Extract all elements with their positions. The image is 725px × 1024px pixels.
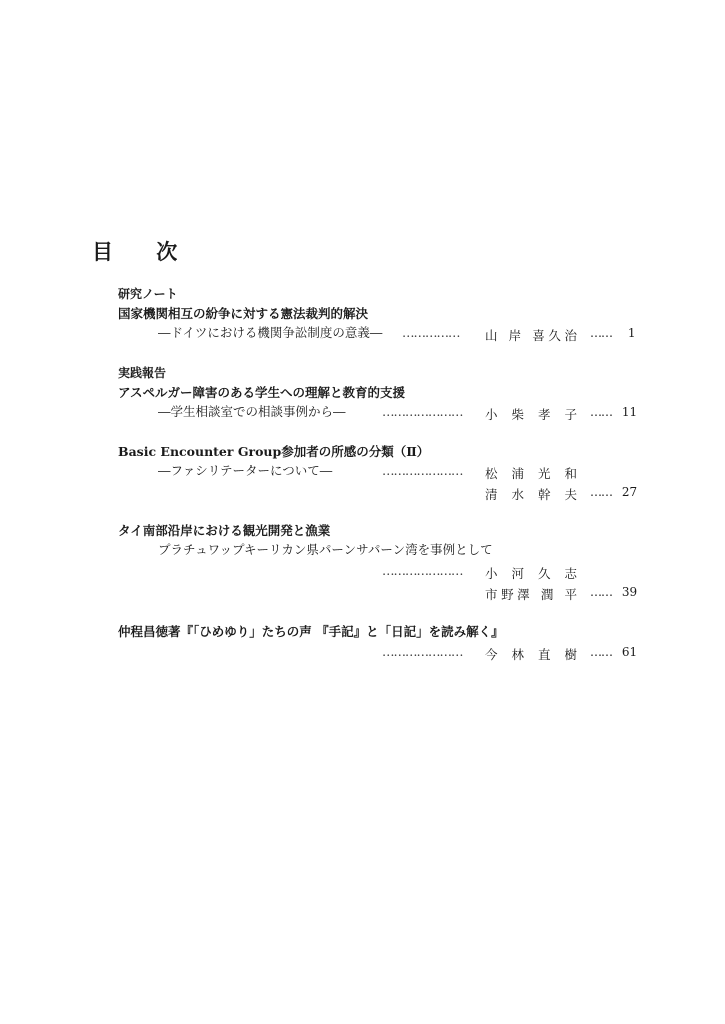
entry-author: 松 浦 光 和 — [485, 466, 577, 481]
entry-title[interactable]: Basic Encounter Group参加者の所感の分類（Ⅱ） — [118, 444, 430, 459]
page-number: 27 — [621, 485, 638, 499]
page-leader: …… — [590, 585, 612, 599]
entry-subtitle: ―ファシリテーターについて― — [158, 463, 333, 478]
entry-page-ref — [590, 326, 635, 340]
entry-author: 清 水 幹 夫 — [485, 487, 577, 502]
entry-author: 小 柴 孝 子 — [485, 407, 577, 422]
dot-leader: …………… — [402, 325, 460, 340]
entry-title[interactable]: タイ南部沿岸における観光開発と漁業 — [118, 523, 331, 538]
entry-author: 小 河 久 志 — [485, 566, 577, 581]
entry-title[interactable]: アスペルガー障害のある学生への理解と教育的支援 — [118, 385, 406, 400]
page-number: 11 — [621, 405, 638, 419]
dot-leader: ………………… — [382, 463, 463, 478]
entry-title[interactable]: 仲程昌徳著『「ひめゆり」たちの声 『手記』と「日記」を読み解く』 — [118, 624, 504, 639]
section-heading-research-note: 研究ノート — [118, 287, 178, 301]
entry-author: 山 岸 喜久治 — [485, 328, 577, 343]
page-number: 39 — [621, 585, 638, 599]
dot-leader: ………………… — [382, 404, 463, 419]
entry-author: 市野澤 潤 平 — [485, 587, 577, 602]
page-number: 1 — [627, 326, 636, 340]
page-number: 61 — [621, 645, 638, 659]
entry-subtitle: プラチュワップキーリカン県パーンサパーン湾を事例として — [158, 542, 493, 557]
page-leader: …… — [590, 405, 612, 419]
page-leader: …… — [590, 326, 612, 340]
entry-title[interactable]: 国家機関相互の紛争に対する憲法裁判的解決 — [118, 306, 369, 321]
section-heading-practice-report: 実践報告 — [118, 366, 167, 380]
page-leader: …… — [590, 645, 612, 659]
dot-leader: ………………… — [382, 644, 463, 659]
entry-page-ref — [590, 485, 637, 499]
page-leader: …… — [590, 485, 612, 499]
entry-page-ref — [590, 645, 637, 659]
entry-author: 今 林 直 樹 — [485, 647, 577, 662]
entry-page-ref — [590, 405, 637, 419]
entry-subtitle: ―学生相談室での相談事例から― — [158, 404, 346, 419]
page-title: 目 次 — [92, 240, 196, 264]
entry-subtitle: ―ドイツにおける機関争訟制度の意義― — [158, 325, 383, 340]
dot-leader: ………………… — [382, 563, 463, 578]
entry-page-ref — [590, 585, 637, 599]
